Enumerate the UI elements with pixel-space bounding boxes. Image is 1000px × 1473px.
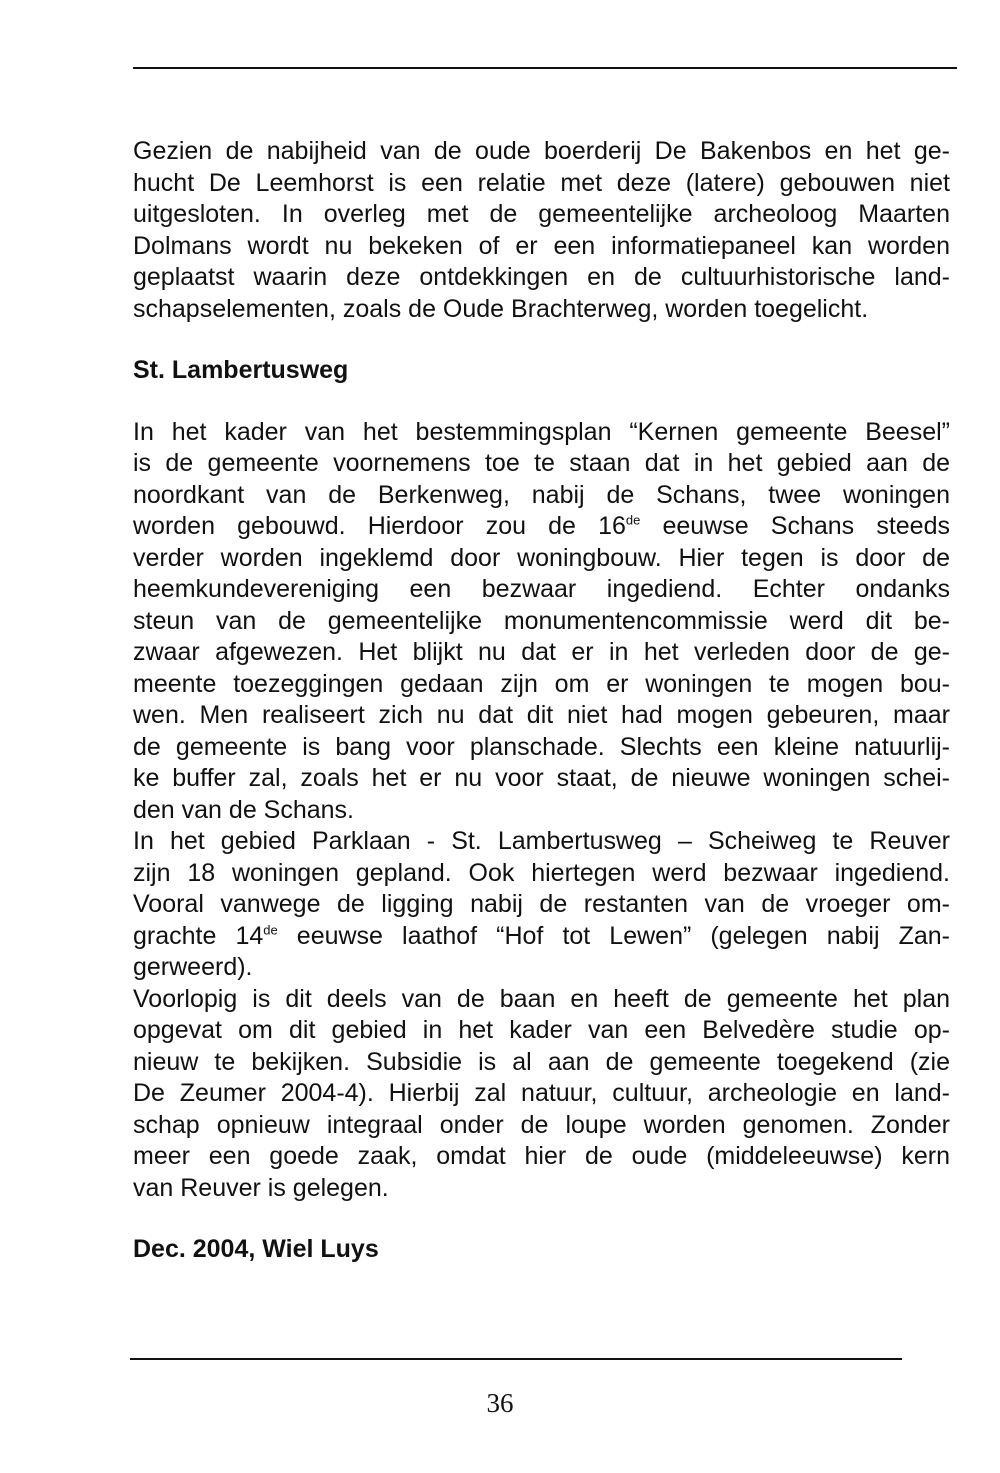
paragraph-voorlopig [133,984,950,1205]
text-line: meente toezeggingen gedaan zijn om er woningen te mogen bou- [133,669,950,698]
text-line: de gemeente is bang voor planschade. Slechts een kleine natuurlij- [133,732,950,761]
text-line: wen. Men realiseert zich nu dat dit niet had mogen gebeuren, maar [133,701,950,729]
text-line: heemkundevereniging een bezwaar ingediend. Echter ondanks [133,575,950,603]
text-line: van Reuver is gelegen. [133,1173,389,1202]
text-line: hucht De Leemhorst is een relatie met deze (latere) gebouwen niet [133,168,950,197]
ordinal-superscript: de [263,922,278,938]
text-line: zwaar afgewezen. Het blijkt nu dat er in het verleden door de ge- [133,638,950,666]
bottom-rule [130,1358,902,1360]
text-line: gerweerd). [133,953,253,981]
page-number: 36 [486,1388,514,1418]
text-line: schapselementen, zoals de Oude Brachterweg, worden toegelicht. [133,294,869,323]
text-line: is de gemeente voornemens toe te staan dat in het gebied aan de [133,449,950,477]
text-line: Gezien de nabijheid van de oude boerderij De Bakenbos en het ge- [133,137,950,165]
text-line-with-superscript [133,921,950,953]
text-fragment: grachte 14 [133,921,264,950]
signature-line: Dec. 2004, Wiel Luys [133,1235,379,1263]
text-line: nieuw te bekijken. Subsidie is al aan de gemeente toegekend (zie [133,1047,950,1076]
paragraph-bestemmingsplan [133,417,950,827]
text-line: schap opnieuw integraal onder de loupe worden genomen. Zonder [133,1110,950,1139]
text-line: noordkant van de Berkenweg, nabij de Schans, twee woningen [133,480,950,509]
text-line: uitgesloten. In overleg met de gemeentelijke archeoloog Maarten [133,200,950,228]
text-line: verder worden ingeklemd door woningbouw. Hier tegen is door de [133,543,950,572]
text-line: Vooral vanwege de ligging nabij de restanten van de vroeger om- [133,890,950,918]
text-line: den van de Schans. [133,795,354,824]
top-rule [133,67,957,69]
text-line: Voorlopig is dit deels van de baan en heeft de gemeente het plan [133,984,950,1013]
text-line: De Zeumer 2004-4). Hierbij zal natuur, cultuur, archeologie en land- [133,1079,950,1107]
text-fragment: eeuwse Schans steeds [640,512,950,540]
text-line: zijn 18 woningen gepland. Ook hiertegen werd bezwaar ingediend. [133,858,950,887]
ordinal-superscript: de [625,512,641,528]
text-line: steun van de gemeentelijke monumentencommissie werd dit be- [133,606,950,635]
text-line: geplaatst waarin deze ontdekkingen en de cultuurhistorische land- [133,263,950,291]
text-fragment: eeuwse laathof “Hof tot Lewen” (gelegen nabij Zan- [277,921,951,950]
section-heading: St. Lambertusweg [133,356,349,384]
paragraph-intro [133,136,950,325]
text-line: ke buffer zal, zoals het er nu voor staat, de nieuwe woningen schei- [133,764,950,792]
text-line-with-superscript [133,511,950,543]
text-line: In het gebied Parklaan - St. Lambertusweg – Scheiweg te Reuver [133,827,950,855]
text-line: opgevat om dit gebied in het kader van een Belvedère studie op- [133,1016,950,1044]
paragraph-parklaan [133,826,950,984]
text-line: meer een goede zaak, omdat hier de oude (middeleeuwse) kern [133,1142,950,1170]
text-line: In het kader van het bestemmingsplan “Kernen gemeente Beesel” [133,417,950,446]
text-fragment: worden gebouwd. Hierdoor zou de 16 [133,512,626,540]
article-body [133,136,950,1266]
text-line: Dolmans wordt nu bekeken of er een informatiepaneel kan worden [133,231,950,260]
